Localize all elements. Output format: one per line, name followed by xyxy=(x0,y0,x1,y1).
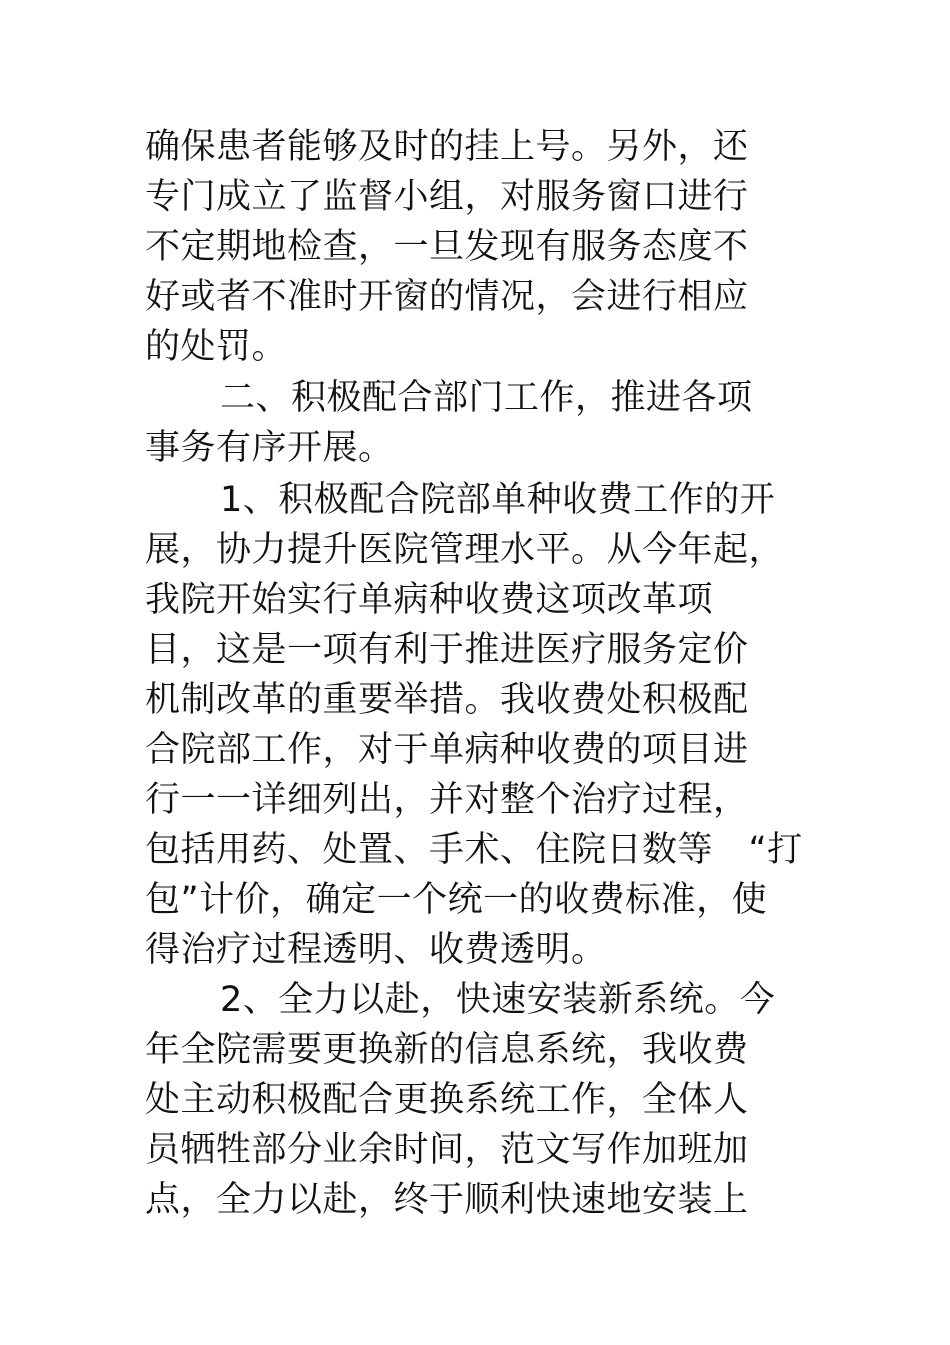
text-line: 得治疗过程透明、收费透明。 xyxy=(145,930,607,970)
text-line: 包”计价，确定一个统一的收费标准，使 xyxy=(145,880,768,920)
paragraph-start: 2、全力以赴，快速安装新系统。今 xyxy=(220,980,776,1020)
text-line: 不定期地检查，一旦发现有服务态度不 xyxy=(145,227,749,267)
text-line: 处主动积极配合更换系统工作，全体人 xyxy=(145,1080,749,1120)
text-line: 好或者不准时开窗的情况，会进行相应 xyxy=(145,277,749,317)
text-line: 包括用药、处置、手术、住院日数等 “打 xyxy=(145,830,803,870)
text-line: 机制改革的重要举措。我收费处积极配 xyxy=(145,680,749,720)
paragraph-start: 1、积极配合院部单种收费工作的开 xyxy=(220,480,776,520)
text-line: 员牺牲部分业余时间，范文写作加班加 xyxy=(145,1130,749,1170)
text-line: 点，全力以赴，终于顺利快速地安装上 xyxy=(145,1180,749,1220)
text-line: 目，这是一项有利于推进医疗服务定价 xyxy=(145,630,749,670)
text-line: 展，协力提升医院管理水平。从今年起， xyxy=(145,530,785,570)
text-line: 专门成立了监督小组，对服务窗口进行 xyxy=(145,177,749,217)
text-line: 确保患者能够及时的挂上号。另外，还 xyxy=(145,127,749,167)
text-line: 合院部工作，对于单病种收费的项目进 xyxy=(145,730,749,770)
text-line: 事务有序开展。 xyxy=(145,428,394,468)
section-heading: 二、积极配合部门工作，推进各项 xyxy=(220,378,753,418)
text-line: 的处罚。 xyxy=(145,327,288,367)
text-line: 我院开始实行单病种收费这项改革项 xyxy=(145,580,714,620)
text-line: 行一一详细列出，并对整个治疗过程， xyxy=(145,780,749,820)
text-line: 年全院需要更换新的信息系统，我收费 xyxy=(145,1030,749,1070)
